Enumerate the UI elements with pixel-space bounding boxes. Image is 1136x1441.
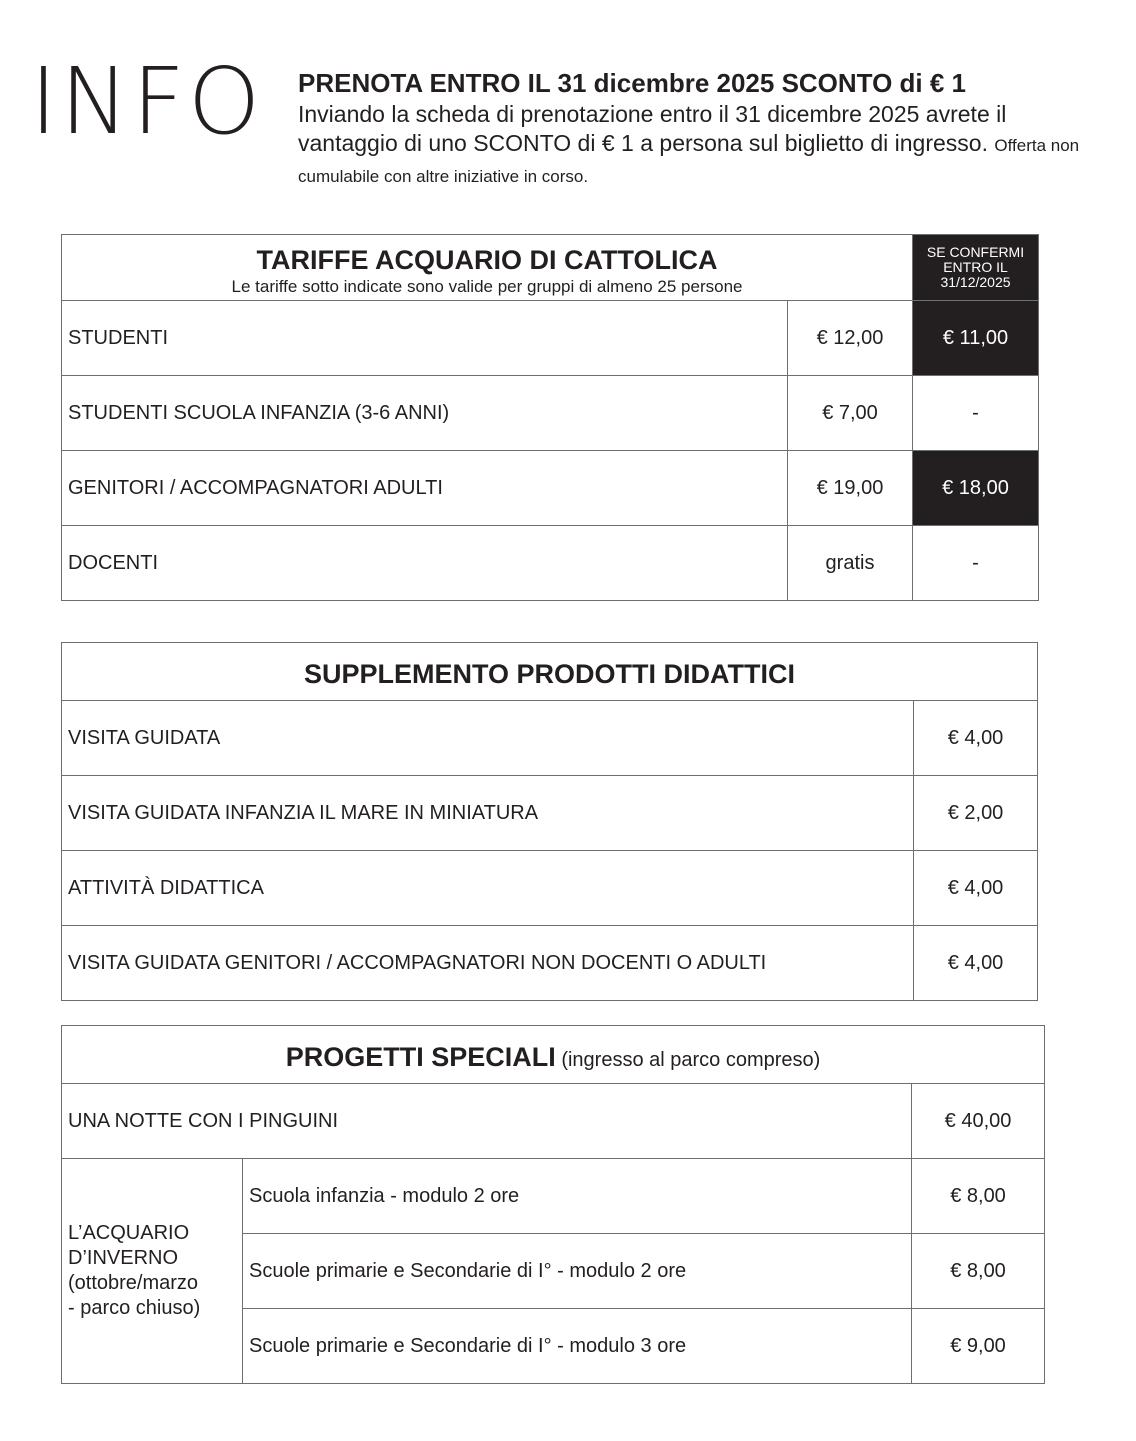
tariffe-title: TARIFFE ACQUARIO DI CATTOLICA	[256, 244, 718, 275]
notte-label: UNA NOTTE CON I PINGUINI	[62, 1084, 912, 1159]
tariff-price: gratis	[788, 526, 913, 601]
progetti-title: PROGETTI SPECIALI	[285, 1041, 556, 1072]
supplemento-price: € 4,00	[914, 926, 1038, 1001]
tariff-discount: € 18,00	[913, 451, 1039, 526]
info-heading: INFO	[30, 48, 264, 155]
supplemento-table	[61, 642, 1038, 1001]
table-row	[62, 926, 1038, 1001]
promo-title: PRENOTA ENTRO IL 31 dicembre 2025 SCONTO di € 1	[298, 68, 967, 98]
tariff-price: € 19,00	[788, 451, 913, 526]
tariff-label: DOCENTI	[62, 526, 788, 601]
inverno-label-line: D’INVERNO	[68, 1247, 179, 1269]
inverno-label-line: - parco chiuso)	[68, 1297, 201, 1319]
tariff-discount: -	[913, 526, 1039, 601]
confirm-line-3: 31/12/2025	[940, 274, 1011, 290]
table-row	[62, 1159, 1045, 1234]
table-row	[62, 451, 1039, 526]
tariff-price: € 12,00	[788, 301, 913, 376]
table-row	[62, 851, 1038, 926]
promo-block	[298, 66, 1098, 191]
supplemento-price: € 4,00	[914, 701, 1038, 776]
table-row	[62, 701, 1038, 776]
table-row	[62, 1084, 1045, 1159]
progetti-table	[61, 1025, 1045, 1384]
tariff-discount: -	[913, 376, 1039, 451]
inverno-label	[62, 1159, 243, 1384]
tariff-label: STUDENTI SCUOLA INFANZIA (3-6 ANNI)	[62, 376, 788, 451]
table-row	[62, 376, 1039, 451]
promo-text	[298, 100, 1098, 191]
table-row	[62, 301, 1039, 376]
table-row	[62, 526, 1039, 601]
inverno-module-label: Scuola infanzia - modulo 2 ore	[243, 1159, 912, 1234]
supplemento-label: VISITA GUIDATA GENITORI / ACCOMPAGNATORI NON DOCENTI O ADULTI	[62, 926, 914, 1001]
progetti-title-note: (ingresso al parco compreso)	[561, 1048, 821, 1071]
inverno-label-line: L’ACQUARIO	[68, 1222, 190, 1244]
tariff-price: € 7,00	[788, 376, 913, 451]
inverno-module-label: Scuole primarie e Secondarie di I° - modulo 2 ore	[243, 1234, 912, 1309]
supplemento-label: VISITA GUIDATA INFANZIA IL MARE IN MINIATURA	[62, 776, 914, 851]
table-row	[62, 776, 1038, 851]
confirm-line-1: SE CONFERMI	[926, 244, 1025, 260]
supplemento-price: € 4,00	[914, 851, 1038, 926]
promo-body: Inviando la scheda di prenotazione entro il 31 dicembre 2025 avrete il vantaggio di uno SCONTO di € 1 a persona sul biglietto di ingresso.	[298, 101, 1007, 156]
tariffe-table	[61, 234, 1039, 601]
tariff-label: GENITORI / ACCOMPAGNATORI ADULTI	[62, 451, 788, 526]
supplemento-price: € 2,00	[914, 776, 1038, 851]
supplemento-label: VISITA GUIDATA	[62, 701, 914, 776]
inverno-label-line: (ottobre/marzo	[68, 1272, 199, 1294]
tariffe-header	[62, 235, 913, 301]
inverno-module-price: € 8,00	[912, 1159, 1045, 1234]
tariffe-subtitle: Le tariffe sotto indicate sono valide per gruppi di almeno 25 persone	[231, 276, 743, 296]
promo-note: Offerta non cumulabile con altre iniziative in corso.	[298, 136, 1080, 186]
progetti-header	[62, 1026, 1045, 1084]
supplemento-title: SUPPLEMENTO PRODOTTI DIDATTICI	[304, 658, 796, 689]
tariff-label: STUDENTI	[62, 301, 788, 376]
inverno-module-price: € 8,00	[912, 1234, 1045, 1309]
tariff-discount: € 11,00	[913, 301, 1039, 376]
inverno-module-price: € 9,00	[912, 1309, 1045, 1384]
supplemento-label: ATTIVITÀ DIDATTICA	[62, 851, 914, 926]
notte-price: € 40,00	[912, 1084, 1045, 1159]
confirm-header	[913, 235, 1039, 301]
confirm-line-2: ENTRO IL	[943, 259, 1008, 275]
supplemento-header	[62, 643, 1038, 701]
inverno-module-label: Scuole primarie e Secondarie di I° - modulo 3 ore	[243, 1309, 912, 1384]
